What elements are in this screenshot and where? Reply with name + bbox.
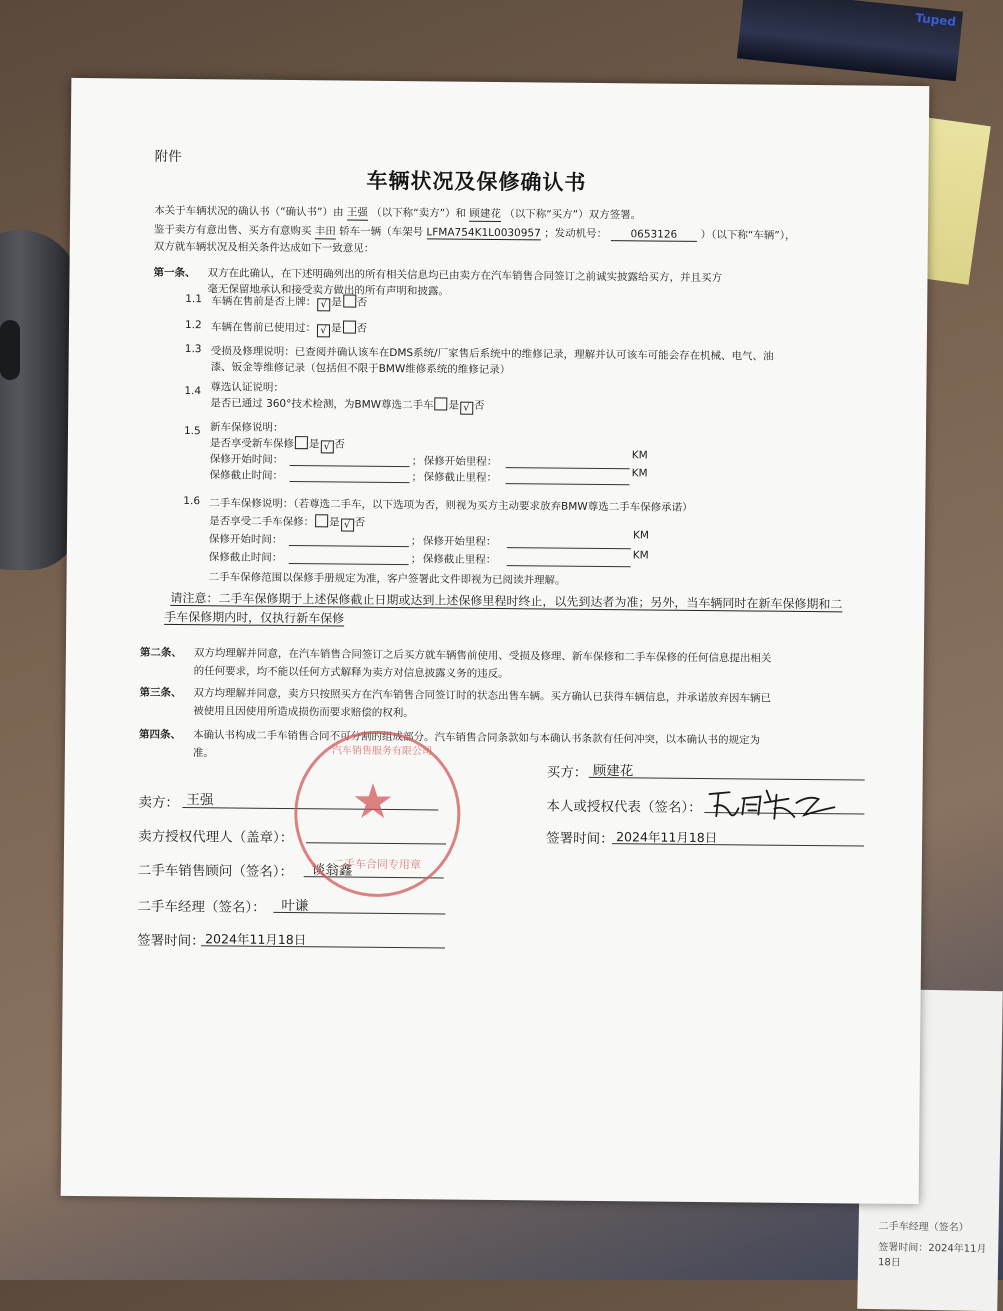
buyer-date-label: 签署时间：	[546, 830, 614, 848]
seal-company-name: 汽车销售服务有限公司	[331, 745, 432, 758]
separator: ；	[410, 553, 422, 566]
option-no: 否	[356, 322, 368, 335]
item-1-5-number: 1.5	[183, 425, 201, 438]
item-1-6	[209, 513, 365, 531]
used-warranty-end-km-label: 保修截止里程：	[422, 553, 497, 567]
option-yes: 是	[329, 516, 340, 529]
intro-text-1b: （以下称“卖方”）和	[371, 206, 467, 220]
used-warranty-end-time-field[interactable]	[289, 563, 409, 565]
seal-purpose-text: 二手车合同专用章	[332, 857, 421, 872]
article-1-text-2: 毫无保留地承认和接受卖方做出的所有声明和披露。	[207, 283, 449, 298]
item-1-3-text-1: 受损及修理说明：已查阅并确认该车在DMS系统/厂家售后系统中的维修记录，理解并认可该车可能会存在机械、电气、油	[210, 345, 774, 363]
vehicle-brand: 丰田	[314, 225, 336, 238]
km-unit: KM	[631, 467, 648, 480]
seller-date-label: 签署时间：	[137, 932, 205, 950]
underlying-paper-text	[878, 1217, 999, 1276]
checkbox-checked[interactable]: √	[317, 324, 330, 337]
intro-text-1: 本关于车辆状况的确认书（“确认书”）由	[154, 204, 344, 219]
item-1-4-number: 1.4	[184, 385, 202, 398]
checkbox-unchecked[interactable]	[315, 514, 328, 527]
article-2-label: 第二条、	[139, 646, 182, 659]
used-warranty-start-km-field[interactable]	[507, 547, 631, 549]
item-1-1-text: 车辆在售前是否上牌：	[211, 295, 317, 309]
checkbox-checked[interactable]: √	[460, 402, 473, 415]
article-1-text-1: 双方在此确认，在下述明确列出的所有相关信息均已由卖方在汽车销售合同签订之前诚实披露给买方，并且买方	[207, 267, 723, 285]
option-yes: 是	[330, 322, 342, 335]
checkbox-unchecked[interactable]	[342, 321, 355, 334]
item-1-3-number: 1.3	[184, 343, 202, 356]
company-seal	[294, 730, 462, 898]
underlying-paper-line-1: 二手车经理（签名）	[878, 1221, 969, 1234]
option-no: 否	[334, 438, 345, 451]
article-3-text-2: 被使用且因使用所造成损伤而要求赔偿的权利。	[193, 705, 414, 720]
used-warranty-start-km-label: 保修开始里程：	[422, 535, 497, 549]
item-1-6-number: 1.6	[183, 495, 201, 508]
item-1-5-text-1: 新车保修说明：	[209, 421, 284, 434]
attention-note	[164, 589, 843, 633]
km-unit: KM	[631, 449, 648, 462]
new-warranty-end-km-field[interactable]	[506, 483, 630, 485]
checkbox-unchecked[interactable]	[295, 436, 308, 449]
option-no: 否	[356, 296, 368, 309]
intro-text-2c: ；发动机号：	[544, 227, 608, 241]
item-1-6-text-2: 是否享受二手车保修：	[209, 515, 315, 529]
new-warranty-start-time-label: 保修开始时间：	[209, 453, 284, 466]
used-warranty-scope: 二手车保修范围以保修手册规定为准，客户签署此文件即视为已阅读并理解。	[208, 571, 566, 587]
intro-text-1c: （以下称“买方”）双方签署。	[504, 208, 642, 222]
separator: ；	[411, 455, 423, 468]
item-1-4-text-1: 尊选认证说明：	[210, 381, 284, 394]
engine-number: 0653126	[610, 228, 697, 242]
km-unit: KM	[632, 529, 650, 542]
checkbox-checked[interactable]: √	[317, 298, 330, 311]
manager-label: 二手车经理（签名）：	[137, 898, 266, 916]
article-4-label: 第四条、	[139, 728, 182, 741]
new-warranty-end-time-label: 保修截止时间：	[209, 469, 284, 482]
star-icon: ★	[351, 773, 395, 831]
seller-agent-label: 卖方授权代理人（盖章）：	[138, 828, 294, 847]
option-no: 否	[354, 516, 366, 529]
intro-line-3: 双方就车辆状况及相关条件达成如下一致意见：	[153, 240, 375, 255]
article-3-label: 第三条、	[139, 686, 182, 699]
item-1-2-text: 车辆在售前已使用过：	[210, 321, 317, 335]
buyer-handwritten-signature	[704, 784, 854, 825]
confirmation-document	[61, 78, 930, 1204]
option-no: 否	[473, 399, 485, 412]
used-warranty-end-km-field[interactable]	[507, 565, 631, 567]
new-warranty-end-km-label: 保修截止里程：	[423, 471, 498, 485]
checkbox-unchecked[interactable]	[434, 397, 447, 410]
mouse-wheel	[0, 320, 20, 380]
checkbox-unchecked[interactable]	[343, 295, 356, 308]
used-warranty-start-time-label: 保修开始时间：	[208, 533, 283, 546]
buyer-name-inline: 顾建花	[469, 207, 501, 221]
pen-holder	[737, 0, 963, 81]
article-1-label: 第一条、	[153, 266, 196, 280]
item-1-4	[210, 395, 484, 415]
separator: ；	[411, 471, 423, 484]
sales-advisor-label: 二手车销售顾问（签名）：	[137, 862, 294, 881]
option-yes: 是	[448, 399, 460, 412]
new-warranty-start-km-field[interactable]	[506, 467, 630, 469]
item-1-6-text-1: 二手车保修说明：（若尊选二手车，以下选项为否，则视为买方主动要求放弃BMW尊选二手车保修承诺）	[209, 497, 693, 514]
checkbox-checked[interactable]: √	[320, 440, 333, 453]
km-unit: KM	[632, 549, 649, 562]
intro-text-2a: 鉴于卖方有意出售、买方有意购买	[153, 223, 312, 238]
seller-date-value: 2024年11月18日	[205, 931, 307, 948]
document-title: 车辆状况及保修确认书	[366, 168, 587, 195]
option-yes: 是	[331, 296, 342, 309]
manager-name: 叶谦	[281, 897, 309, 915]
item-1-2-number: 1.2	[184, 319, 202, 332]
item-1-1-number: 1.1	[185, 293, 203, 306]
pen-brand-text: Tuped	[914, 10, 957, 29]
intro-text-2b: 轿车一辆（车架号	[339, 225, 424, 239]
attachment-label: 附件	[154, 148, 182, 165]
attention-note-line-2: 手车保修期内时，仅执行新车保修	[164, 609, 345, 626]
new-warranty-start-time-field[interactable]	[290, 465, 410, 467]
option-yes: 是	[308, 438, 320, 451]
buyer-label: 买方：	[546, 764, 588, 781]
new-warranty-end-time-field[interactable]	[290, 481, 410, 483]
article-4-text-2: 准。	[192, 747, 214, 760]
used-warranty-start-time-field[interactable]	[289, 545, 409, 547]
vin-number: LFMA754K1L0030957	[426, 226, 541, 240]
seller-name-inline: 王强	[346, 206, 368, 219]
item-1-3-text-2: 漆、钣金等维修记录（包括但不限于BMW维修系统的维修记录）	[210, 361, 511, 377]
article-4-text-1: 本确认书构成二手车销售合同不可分割的组成部分。汽车销售合同条款如与本确认书条款有任何冲突，以本确认书的规定为	[193, 729, 761, 747]
underlying-paper-line-2: 签署时间：2024年11月18日	[877, 1242, 987, 1269]
new-warranty-start-km-label: 保修开始里程：	[423, 455, 498, 469]
buyer-date-value: 2024年11月18日	[616, 829, 718, 846]
intro-line-1	[154, 203, 641, 224]
separator: ；	[410, 535, 422, 548]
seller-label: 卖方：	[138, 794, 180, 811]
checkbox-checked[interactable]: √	[341, 519, 354, 532]
seller-name: 王强	[186, 792, 214, 809]
used-warranty-end-time-label: 保修截止时间：	[208, 551, 283, 564]
item-1-4-text-2: 是否已通过 360°技术检测，为BMW尊选二手车	[210, 397, 434, 412]
article-3-text-1: 双方均理解并同意，卖方只按照买方在汽车销售合同签订时的状态出售车辆。买方确认已获得车辆信息，并承诺放弃因车辆已	[193, 687, 772, 705]
item-1-5-text-2: 是否享受新车保修	[209, 437, 294, 451]
item-1-1	[211, 293, 367, 311]
buyer-name: 顾建花	[592, 762, 634, 780]
item-1-2	[211, 319, 367, 337]
intro-text-2d: ）（以下称“车辆”），	[700, 228, 796, 242]
buyer-rep-label: 本人或授权代表（签名）：	[546, 798, 702, 816]
attention-note-line-1: 请注意：二手车保修期于上述保修截止日期或达到上述保修里程时终止，以先到达者为准；另外，当车辆同时在新车保修期和二	[170, 590, 843, 612]
sales-advisor-name: 谈翁鑫	[311, 862, 353, 879]
article-2-text-2: 的任何要求，均不能以任何方式解释为卖方对信息披露义务的违反。	[193, 665, 509, 681]
article-2-text-1: 双方均理解并同意，在汽车销售合同签订之后买方就车辆售前使用、受损及修理、新车保修和二手车保修的任何信息提出相关	[193, 647, 772, 665]
